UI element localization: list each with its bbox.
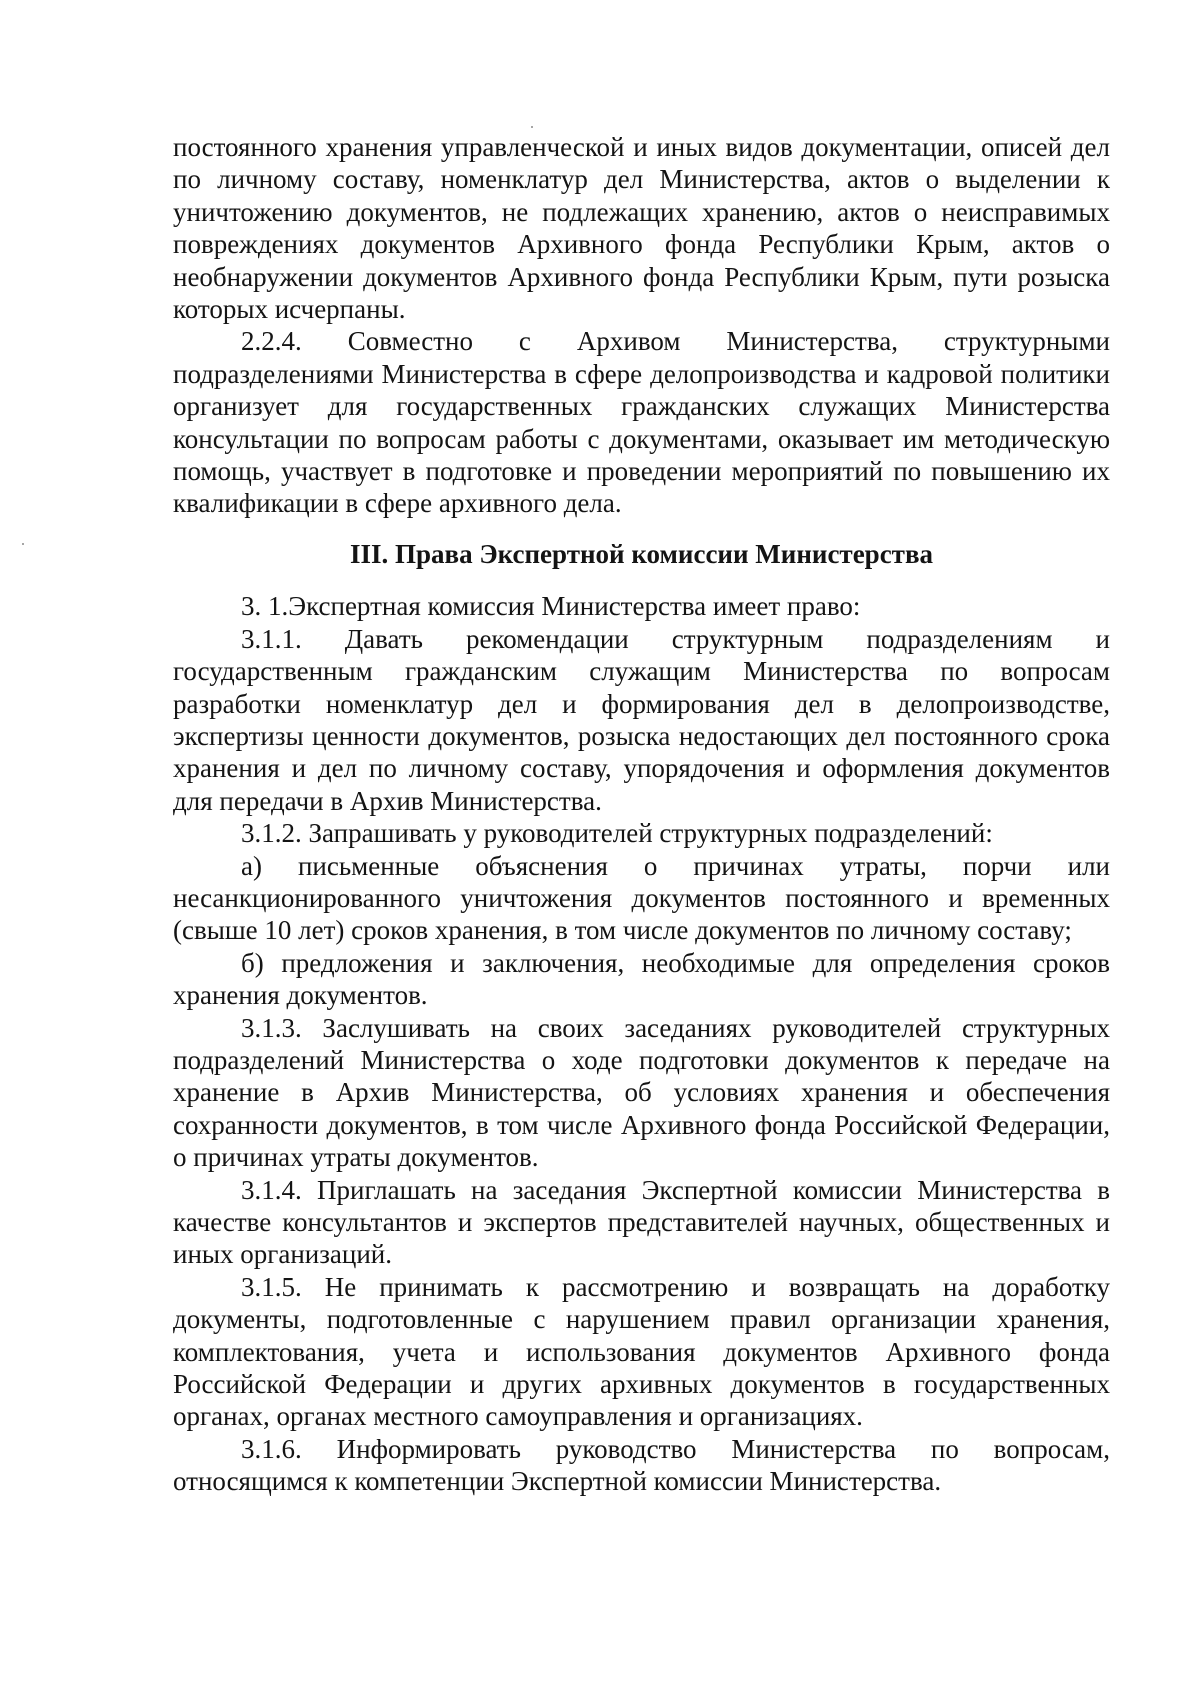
section-heading-rights: III. Права Экспертной комиссии Министерства [349, 538, 934, 569]
paragraph-3-1: 3. 1.Экспертная комиссия Министерства имеет право: [241, 591, 861, 622]
scan-speck [22, 543, 24, 545]
paragraph-section2-continuation: постоянного хранения управленческой и иных видов документации, описей дел по личному составу, номенклатур дел Министерства, актов о выделении к уничтожению документов, не подлежащих хранению, актов о неисправимых повреждениях документов Архивного фонда Республики Крым, актов о необнаружении документов Архивного фонда Республики Крым, пути розыска которых исчерпаны. [173, 132, 1110, 325]
paragraph-3-1-6: 3.1.6. Информировать руководство Министерства по вопросам, относящимся к компетенции Экспертной комиссии Министерства. [173, 1433, 1110, 1497]
paragraph-3-1-2-b: б) предложения и заключения, необходимые для определения сроков хранения документов. [173, 947, 1110, 1011]
paragraph-3-1-1: 3.1.1. Давать рекомендации структурным подразделениям и государственным гражданским служащим Министерства по вопросам разработки номенклатур дел и формирования дел в делопроизводстве, экспертизы ценности документов, розыска недостающих дел постоянного срока хранения и дел по личному составу, упорядочения и оформления документов для передачи в Архив Министерства. [173, 623, 1110, 816]
scan-speck [531, 126, 533, 128]
paragraph-2-2-4: 2.2.4. Совместно с Архивом Министерства, структурными подразделениями Министерства в сфере делопроизводства и кадровой политики организует для государственных гражданских служащих Министерства консультации по вопросам работы с документами, оказывает им методическую помощь, участвует в подготовке и проведении мероприятий по повышению их квалификации в сфере архивного дела. [173, 326, 1110, 519]
paragraph-3-1-2: 3.1.2. Запрашивать у руководителей структурных подразделений: [241, 818, 993, 849]
paragraph-3-1-3: 3.1.3. Заслушивать на своих заседаниях руководителей структурных подразделений Министерства о ходе подготовки документов к передаче на хранение в Архив Министерства, об условиях хранения и обеспечения сохранности документов, в том числе Архивного фонда Российской Федерации, о причинах утраты документов. [173, 1012, 1110, 1173]
paragraph-3-1-2-a: а) письменные объяснения о причинах утраты, порчи или несанкционированного уничтожения документов постоянного и временных (свыше 10 лет) сроков хранения, в том числе документов по личному составу; [173, 850, 1110, 946]
paragraph-3-1-5: 3.1.5. Не принимать к рассмотрению и возвращать на доработку документы, подготовленные с нарушением правил организации хранения, комплектования, учета и использования документов Архивного фонда Российской Федерации и других архивных документов в государственных органах, органах местного самоуправления и организациях. [173, 1271, 1110, 1432]
document-body [173, 131, 1110, 1498]
paragraph-3-1-4: 3.1.4. Приглашать на заседания Экспертной комиссии Министерства в качестве консультантов и экспертов представителей научных, общественных и иных организаций. [173, 1174, 1110, 1270]
